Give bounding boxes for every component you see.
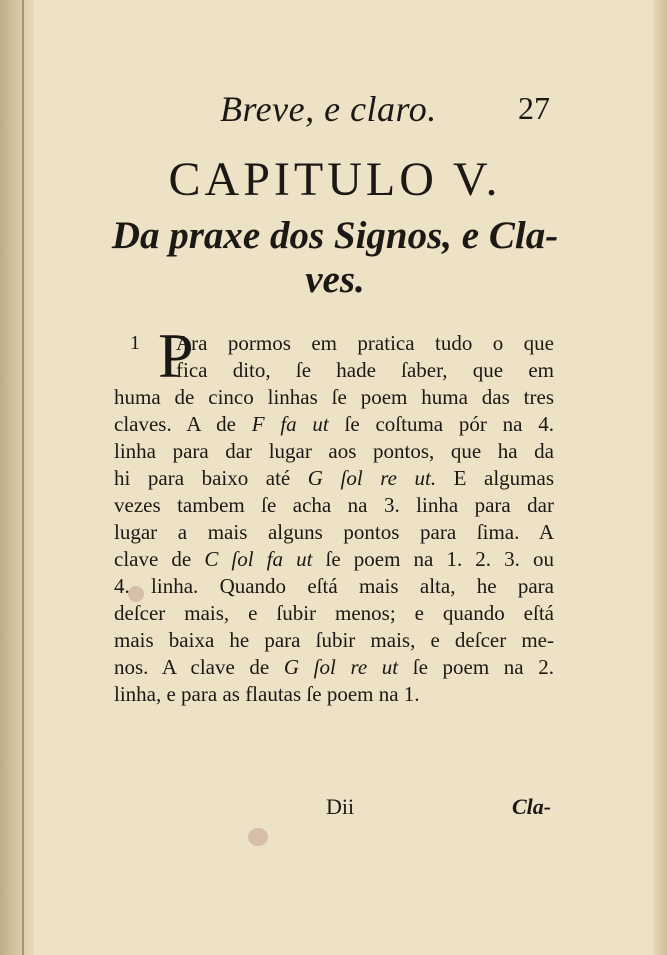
paragraph-number: 1 (130, 332, 140, 354)
page-edge-shadow (653, 0, 667, 955)
italic-term: C ſol fa ut (204, 547, 313, 571)
signature-mark: Dii (326, 794, 355, 819)
text-line: clave de C ſol fa ut ſe poem na 1. 2. 3. ou (114, 547, 554, 571)
page-number: 27 (518, 90, 550, 126)
italic-term: G ſol re ut. (307, 466, 437, 490)
text-line: lugar a mais alguns pontos para ſima. A (114, 520, 554, 544)
binding-gutter (0, 0, 34, 955)
text-line: linha para dar lugar aos pontos, que ha da (114, 439, 554, 463)
text-line: linha, e para as flautas ſe poem na 1. (114, 682, 420, 706)
italic-term: F fa ut (251, 412, 329, 436)
subtitle-line-2: ves. (305, 258, 365, 301)
chapter-heading: CAPITULO V. (168, 153, 502, 206)
text-line: Ara pormos em pratica tudo o que (176, 331, 554, 355)
chapter-subtitle (90, 214, 580, 302)
text-line: huma de cinco linhas ſe poem huma das tres (114, 385, 554, 409)
italic-term: G ſol re ut (283, 655, 399, 679)
catchword: Cla- (512, 794, 552, 819)
text-line: mais baixa he para ſubir mais, e deſcer me- (114, 628, 554, 652)
paragraph-body (114, 320, 554, 708)
gutter-fold-line (22, 0, 24, 955)
running-head-title: Breve, e claro. (220, 89, 437, 129)
text-line: claves. A de F fa ut ſe coſtuma pór na 4. (114, 412, 554, 436)
subtitle-line-1: Da praxe dos Signos, e Cla- (111, 214, 559, 257)
text-line: 4. linha. Quando eſtá mais alta, he para (114, 574, 554, 598)
text-line: deſcer mais, e ſubir menos; e quando eſtá (114, 601, 554, 625)
text-line: hi para baixo até G ſol re ut. E algumas (114, 466, 554, 490)
text-line: fica dito, ſe hade ſaber, que em (176, 358, 554, 382)
text-line: vezes tambem ſe acha na 3. linha para dar (114, 493, 554, 517)
drop-cap: P (158, 320, 194, 391)
running-head (220, 88, 550, 132)
paper-stain (248, 828, 268, 846)
text-line: nos. A clave de G ſol re ut ſe poem na 2. (114, 655, 554, 679)
